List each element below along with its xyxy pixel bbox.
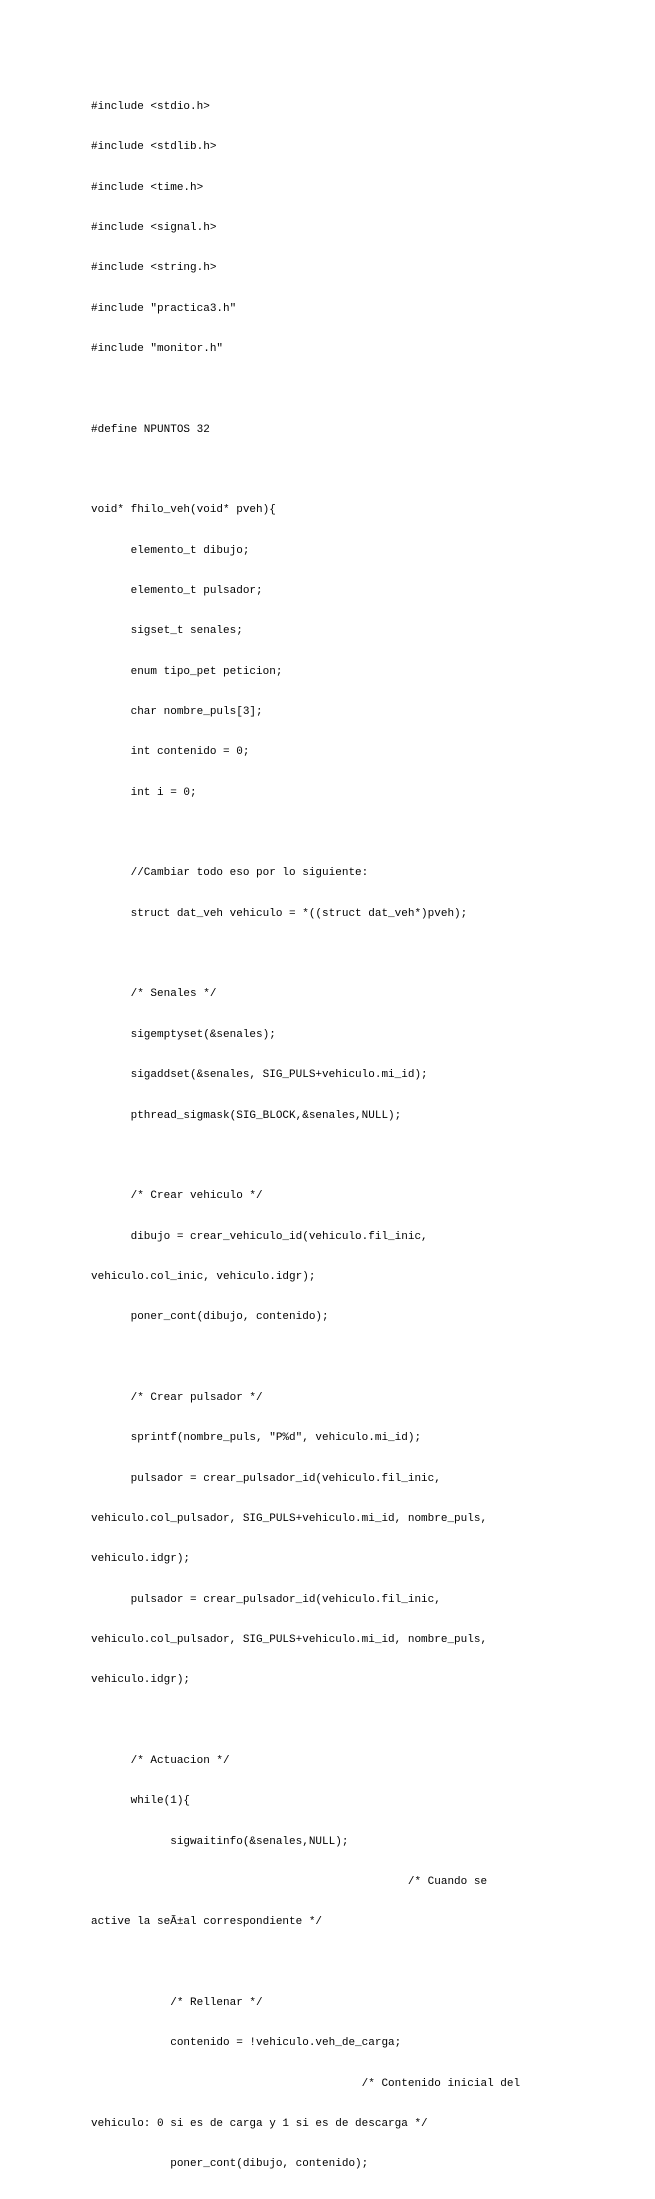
code-line: /* Senales */ [91, 988, 217, 1001]
code-line [91, 1715, 631, 1728]
code-line [91, 1957, 631, 1970]
code-line [91, 1352, 631, 1365]
code-line: pulsador = crear_pulsador_id(vehiculo.fil_inic, [91, 1472, 441, 1485]
code-line: struct dat_veh vehiculo = *((struct dat_veh*)pveh); [91, 907, 468, 920]
code-line: #define NPUNTOS 32 [91, 423, 210, 436]
code-line: /* Crear vehiculo */ [91, 1190, 263, 1203]
code-line: //Cambiar todo eso por lo siguiente: [91, 867, 369, 880]
code-line: contenido = !vehiculo.veh_de_carga; [91, 2037, 402, 2050]
code-line: pulsador = crear_pulsador_id(vehiculo.fil_inic, [91, 1593, 441, 1606]
code-line: elemento_t dibujo; [91, 544, 250, 557]
code-line: sigset_t senales; [91, 625, 243, 638]
code-line: sprintf(nombre_puls, "P%d", vehiculo.mi_id); [91, 1432, 422, 1445]
code-line: int contenido = 0; [91, 746, 250, 759]
code-line: void* fhilo_veh(void* pveh){ [91, 504, 276, 517]
code-line [91, 383, 631, 396]
code-line: vehiculo.col_inic, vehiculo.idgr); [91, 1270, 316, 1283]
code-line: #include <stdio.h> [91, 100, 210, 113]
code-line [91, 827, 631, 840]
code-line: vehiculo.col_pulsador, SIG_PULS+vehiculo.mi_id, nombre_puls, [91, 1512, 488, 1525]
code-line: pthread_sigmask(SIG_BLOCK,&senales,NULL); [91, 1109, 402, 1122]
code-line: active la seÃ±al correspondiente */ [91, 1916, 323, 1929]
code-line: /* Contenido inicial del [91, 2077, 521, 2090]
code-line: sigemptyset(&senales); [91, 1028, 276, 1041]
code-line: while(1){ [91, 1795, 191, 1808]
code-line: #include <signal.h> [91, 221, 217, 234]
code-line [91, 948, 631, 961]
code-line: /* Actuacion */ [91, 1755, 230, 1767]
code-line: /* Crear pulsador */ [91, 1391, 263, 1404]
code-line: vehiculo.idgr); [91, 1674, 191, 1687]
code-line: vehiculo.idgr); [91, 1553, 191, 1566]
code-line: dibujo = crear_vehiculo_id(vehiculo.fil_inic, [91, 1230, 428, 1243]
code-line: #include "monitor.h" [91, 342, 224, 355]
code-line: #include "practica3.h" [91, 302, 237, 315]
code-line: /* Cuando se [91, 1876, 488, 1889]
code-line: enum tipo_pet peticion; [91, 665, 283, 678]
code-listing [91, 74, 631, 2199]
code-line: int i = 0; [91, 786, 197, 799]
code-line [91, 1150, 631, 1163]
code-line: #include <stdlib.h> [91, 141, 217, 154]
code-line: vehiculo: 0 si es de carga y 1 si es de descarga */ [91, 2118, 428, 2131]
code-line: sigaddset(&senales, SIG_PULS+vehiculo.mi_id); [91, 1069, 428, 1082]
code-line: poner_cont(dibujo, contenido); [91, 1311, 329, 1324]
code-line: /* Rellenar */ [91, 1997, 263, 2010]
code-line: elemento_t pulsador; [91, 585, 263, 598]
code-line: sigwaitinfo(&senales,NULL); [91, 1835, 349, 1848]
code-line: #include <string.h> [91, 262, 217, 275]
code-line: vehiculo.col_pulsador, SIG_PULS+vehiculo.mi_id, nombre_puls, [91, 1633, 488, 1646]
code-line: poner_cont(dibujo, contenido); [91, 2158, 369, 2171]
code-line [91, 464, 631, 477]
code-line: char nombre_puls[3]; [91, 706, 263, 719]
code-line: #include <time.h> [91, 181, 204, 194]
